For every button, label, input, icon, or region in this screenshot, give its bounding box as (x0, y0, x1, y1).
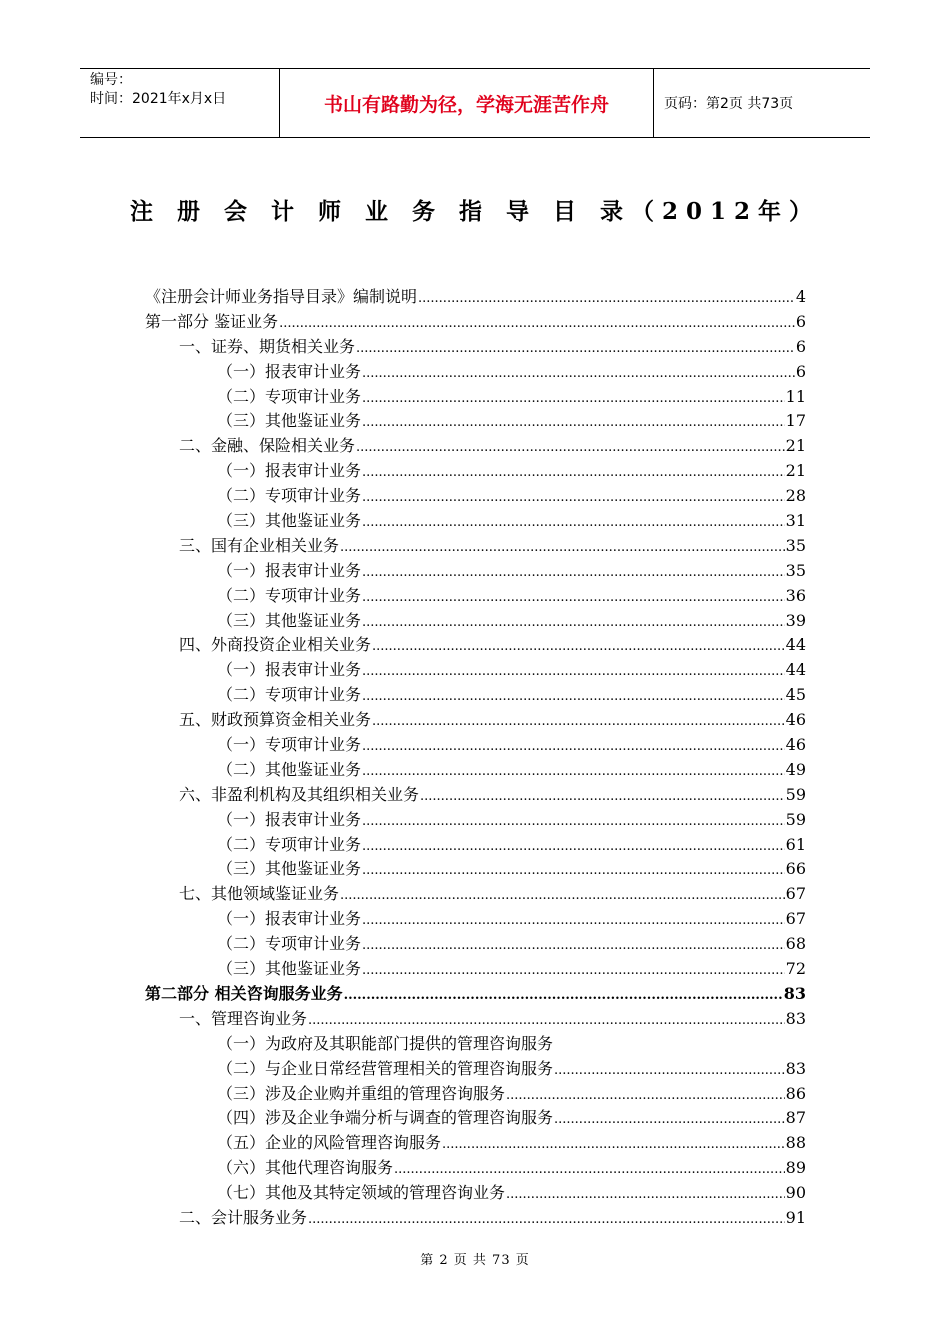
toc-entry-page-number: 86 (785, 1083, 806, 1103)
toc-dot-leader (442, 1133, 785, 1152)
toc-entry[interactable] (145, 508, 806, 533)
toc-entry[interactable] (145, 558, 806, 583)
toc-entry-page-number: 31 (785, 511, 806, 531)
toc-entry-page-number: 89 (785, 1158, 806, 1178)
toc-entry[interactable] (145, 981, 806, 1006)
toc-dot-leader (362, 611, 785, 630)
toc-entry-page-number: 46 (785, 710, 806, 730)
toc-dot-leader (506, 1183, 785, 1202)
toc-entry-page-number: 91 (785, 1207, 806, 1227)
toc-dot-leader (506, 1084, 785, 1103)
toc-dot-leader (308, 1009, 785, 1028)
toc-entry-page-number: 49 (785, 759, 806, 779)
toc-entry[interactable] (145, 408, 806, 433)
toc-entry-page-number: 36 (785, 585, 806, 605)
toc-dot-leader (308, 1208, 785, 1227)
toc-entry-label: 《注册会计师业务指导目录》编制说明 (145, 287, 418, 306)
toc-entry[interactable] (145, 1155, 806, 1180)
toc-entry-page-number: 72 (785, 959, 806, 979)
toc-dot-leader (279, 312, 795, 331)
toc-entry-page-number: 44 (785, 660, 806, 680)
toc-entry-page-number: 67 (785, 909, 806, 929)
toc-entry-label: 七、其他领域鉴证业务 (179, 884, 340, 904)
toc-entry-label: （四）涉及企业争端分析与调查的管理咨询服务 (217, 1108, 554, 1128)
toc-dot-leader (362, 959, 785, 978)
toc-entry-label: （一）专项审计业务 (217, 735, 362, 755)
toc-dot-leader (362, 387, 785, 406)
toc-entry-page-number: 44 (785, 635, 806, 655)
toc-entry-label: （三）其他鉴证业务 (217, 411, 362, 431)
toc-entry-label: （二）专项审计业务 (217, 585, 362, 605)
toc-entry[interactable] (145, 608, 806, 633)
toc-dot-leader (362, 362, 795, 381)
toc-entry[interactable] (145, 1081, 806, 1106)
toc-dot-leader (362, 586, 785, 605)
toc-dot-leader (356, 436, 785, 455)
toc-entry-label: 第二部分 相关咨询服务业务 (145, 983, 343, 1003)
toc-entry-page-number: 90 (785, 1183, 806, 1203)
toc-dot-leader (372, 710, 785, 729)
toc-entry-page-number: 6 (795, 336, 806, 356)
toc-dot-leader (362, 511, 785, 530)
toc-entry[interactable] (145, 707, 806, 732)
toc-entry-label: （二）专项审计业务 (217, 934, 362, 954)
toc-entry-page-number: 11 (785, 386, 806, 406)
header-page-info: 页码：第2页 共73页 (664, 96, 794, 112)
toc-entry-label: （六）其他代理咨询服务 (217, 1158, 394, 1178)
toc-dot-leader (362, 859, 785, 878)
toc-entry[interactable] (145, 284, 806, 309)
page-footer: 第 2 页 共 73 页 (420, 1253, 530, 1268)
toc-entry-label: （七）其他及其特定领域的管理咨询业务 (217, 1183, 506, 1203)
toc-entry-page-number: 6 (795, 361, 806, 381)
toc-entry-page-number: 61 (785, 834, 806, 854)
toc-entry-label: （一）报表审计业务 (217, 660, 362, 680)
toc-entry[interactable] (145, 881, 806, 906)
toc-entry[interactable] (145, 682, 806, 707)
toc-entry-label: （一）报表审计业务 (217, 361, 362, 381)
toc-entry-label: （三）其他鉴证业务 (217, 511, 362, 531)
toc-dot-leader (362, 660, 785, 679)
toc-entry[interactable] (145, 1130, 806, 1155)
toc-entry-label: 二、会计服务业务 (179, 1207, 308, 1227)
toc-entry-page-number: 87 (785, 1108, 806, 1128)
toc-entry[interactable] (145, 956, 806, 981)
toc-entry-label: 一、管理咨询业务 (179, 1008, 308, 1028)
header-motto: 书山有路勤为径，学海无涯苦作舟 (280, 69, 654, 137)
toc-dot-leader (554, 1059, 785, 1078)
toc-entry[interactable] (145, 483, 806, 508)
toc-entry[interactable] (145, 757, 806, 782)
toc-dot-leader (554, 1108, 785, 1127)
toc-entry[interactable] (145, 1006, 806, 1031)
toc-entry-page-number: 45 (785, 685, 806, 705)
toc-dot-leader (362, 561, 785, 580)
toc-entry-page-number: 6 (795, 311, 806, 331)
toc-entry-page-number: 39 (785, 610, 806, 630)
toc-entry[interactable] (145, 782, 806, 807)
toc-entry-page-number: 35 (785, 560, 806, 580)
toc-entry-label: （二）与企业日常经营管理相关的管理咨询服务 (217, 1058, 554, 1078)
toc-entry-page-number: 28 (785, 486, 806, 506)
table-of-contents (145, 284, 806, 1230)
toc-entry[interactable] (145, 334, 806, 359)
toc-entry[interactable] (145, 931, 806, 956)
toc-entry-page-number: 83 (785, 1008, 806, 1028)
toc-dot-leader (362, 411, 785, 430)
toc-entry-label: （三）其他鉴证业务 (217, 859, 362, 879)
toc-entry[interactable] (145, 632, 806, 657)
toc-entry-page-number: 59 (785, 809, 806, 829)
header-meta-cell (80, 69, 280, 137)
toc-dot-leader (340, 536, 785, 555)
toc-entry-label: （二）专项审计业务 (217, 386, 362, 406)
toc-dot-leader (362, 810, 785, 829)
toc-entry-page-number: 83 (785, 1058, 806, 1078)
toc-entry-label: （一）为政府及其职能部门提供的管理咨询服务 (217, 1033, 554, 1053)
toc-entry[interactable] (145, 832, 806, 857)
toc-entry[interactable] (145, 1205, 806, 1230)
toc-entry[interactable] (145, 458, 806, 483)
toc-entry-page-number: 21 (785, 461, 806, 481)
toc-entry-page-number: 35 (785, 535, 806, 555)
toc-dot-leader (394, 1158, 785, 1177)
toc-dot-leader (362, 909, 785, 928)
toc-entry[interactable] (145, 732, 806, 757)
toc-entry-page-number: 59 (785, 784, 806, 804)
toc-entry[interactable] (145, 657, 806, 682)
toc-entry[interactable] (145, 906, 806, 931)
toc-entry-label: 二、金融、保险相关业务 (179, 436, 356, 456)
toc-dot-leader (362, 486, 785, 505)
toc-entry-page-number: 21 (785, 436, 806, 456)
toc-dot-leader (362, 685, 785, 704)
toc-dot-leader (362, 934, 785, 953)
toc-entry-label: （三）其他鉴证业务 (217, 610, 362, 630)
toc-entry[interactable] (145, 1056, 806, 1081)
toc-entry[interactable] (145, 583, 806, 608)
toc-entry[interactable] (145, 1031, 806, 1056)
toc-dot-leader (340, 884, 785, 903)
toc-entry[interactable] (145, 1180, 806, 1205)
document-number-label: 编号： (90, 72, 132, 88)
toc-entry-label: （一）报表审计业务 (217, 560, 362, 580)
document-time-label: 时间：2021年x月x日 (90, 91, 227, 107)
toc-entry[interactable] (145, 433, 806, 458)
toc-entry-page-number: 17 (785, 411, 806, 431)
toc-entry-label: 第一部分 鉴证业务 (145, 311, 279, 331)
toc-entry[interactable] (145, 1105, 806, 1130)
toc-entry[interactable] (145, 384, 806, 409)
toc-dot-leader (362, 461, 785, 480)
toc-entry-label: （一）报表审计业务 (217, 809, 362, 829)
toc-entry-label: 一、证券、期货相关业务 (179, 336, 356, 356)
toc-entry-page-number: 68 (785, 934, 806, 954)
toc-dot-leader (344, 984, 783, 1003)
toc-entry-page-number: 67 (785, 884, 806, 904)
toc-entry-label: （二）专项审计业务 (217, 685, 362, 705)
page-title: 注 册 会 计 师 业 务 指 导 目 录（2012年） (129, 198, 821, 225)
toc-entry-label: （一）报表审计业务 (217, 909, 362, 929)
toc-dot-leader (362, 760, 785, 779)
toc-entry-label: （二）专项审计业务 (217, 834, 362, 854)
toc-entry-label: （二）专项审计业务 (217, 486, 362, 506)
toc-entry-label: （五）企业的风险管理咨询服务 (217, 1133, 442, 1153)
toc-entry-label: （三）其他鉴证业务 (217, 959, 362, 979)
toc-entry-label: （一）报表审计业务 (217, 461, 362, 481)
toc-dot-leader (372, 635, 785, 654)
toc-entry-page-number: 66 (785, 859, 806, 879)
toc-entry-page-number: 46 (785, 735, 806, 755)
toc-entry-page-number: 4 (795, 287, 806, 306)
toc-dot-leader (356, 337, 795, 356)
toc-entry-label: 三、国有企业相关业务 (179, 535, 340, 555)
toc-entry-label: （三）涉及企业购并重组的管理咨询服务 (217, 1083, 506, 1103)
toc-entry[interactable] (145, 807, 806, 832)
toc-dot-leader (362, 735, 785, 754)
toc-dot-leader (420, 785, 785, 804)
toc-entry[interactable] (145, 533, 806, 558)
toc-entry-page-number: 83 (783, 983, 806, 1003)
toc-entry-page-number: 88 (785, 1133, 806, 1153)
toc-dot-leader (418, 287, 795, 306)
toc-entry-label: （二）其他鉴证业务 (217, 759, 362, 779)
document-header (80, 68, 870, 138)
toc-entry[interactable] (145, 359, 806, 384)
toc-entry[interactable] (145, 856, 806, 881)
toc-entry-label: 四、外商投资企业相关业务 (179, 635, 372, 655)
toc-entry-label: 六、非盈利机构及其组织相关业务 (179, 784, 420, 804)
toc-dot-leader (362, 835, 785, 854)
toc-entry-label: 五、财政预算资金相关业务 (179, 710, 372, 730)
toc-entry[interactable] (145, 309, 806, 334)
